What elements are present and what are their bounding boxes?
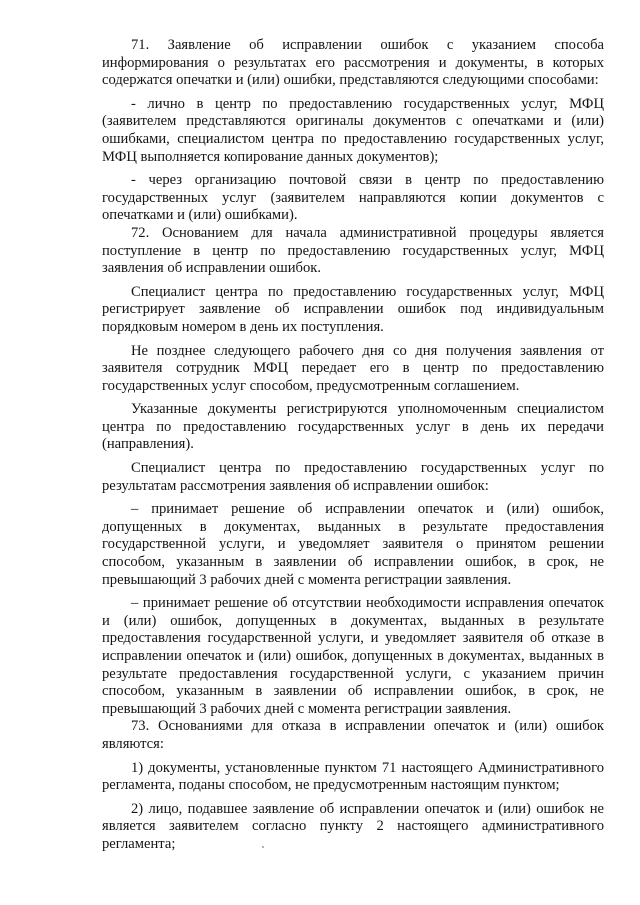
paragraph-72-basis: 72. Основанием для начала административной процедуры является поступление в центр по предоставлению государственных услуг, МФЦ заявления об исправлении ошибок.	[102, 224, 604, 277]
paragraph-72-decision-correct: – принимает решение об исправлении опечаток и (или) ошибок, допущенных в документах, выданных в результате предоставления государственной услуги, и уведомляет заявителя о принятом решении способом, указанным в заявлении об исправлении ошибок, в срок, не превышающий 3 рабочих дней с момента регистрации заявления.	[102, 501, 604, 588]
paragraph-71-intro: 71. Заявление об исправлении ошибок с указанием способа информирования о результатах его рассмотрения и документы, в которых содержатся опечатки и (или) ошибки, представляются следующими способами:	[102, 37, 604, 89]
paragraph-72-review: Специалист центра по предоставлению государственных услуг по результатам рассмотрения заявления об исправлении ошибок:	[102, 460, 604, 494]
paragraph-73-grounds: 73. Основаниями для отказа в исправлении опечаток и (или) ошибок являются:	[102, 718, 604, 752]
paragraph-72-transfer: Не позднее следующего рабочего дня со дня получения заявления от заявителя сотрудник МФЦ передает его в центр по предоставлению государственных услуг способом, предусмотренным соглашением.	[102, 342, 604, 394]
paragraph-73-item-2: 2) лицо, подавшее заявление об исправлении опечаток и (или) ошибок не является заявителем согласно пункту 2 настоящего административного регламента;	[102, 800, 604, 852]
paragraph-72-registration: Специалист центра по предоставлению государственных услуг, МФЦ регистрирует заявление об исправлении ошибок под индивидуальным порядковым номером в день их поступления.	[102, 283, 604, 335]
scan-speck	[262, 846, 264, 848]
paragraph-71-by-post: - через организацию почтовой связи в центр по предоставлению государственных услуг (заявителем направляются копии документов с опечатками и (или) ошибками).	[102, 172, 604, 224]
paragraph-71-in-person: - лично в центр по предоставлению государственных услуг, МФЦ (заявителем представляются оригиналы документов с опечатками и (или) ошибками, специалистом центра по предоставлению государственных услуг, МФЦ выполняется копирование данных документов);	[102, 95, 604, 165]
paragraph-72-decision-refuse: – принимает решение об отсутствии необходимости исправления опечаток и (или) ошибок, допущенных в документах, выданных в результате предоставления государственной услуги, и уведомляет заявителя об отказе в исправлении опечаток и (или) ошибок, допущенных в документах, выданных в результате предоставления государственной услуги, с указанием причин способом, указанным в заявлении об исправлении ошибок, в срок, не превышающий 3 рабочих дней с момента регистрации заявления.	[102, 595, 604, 717]
paragraph-73-item-1: 1) документы, установленные пунктом 71 настоящего Административного регламента, поданы способом, не предусмотренным настоящим пунктом;	[102, 759, 604, 794]
paragraph-72-documents: Указанные документы регистрируются уполномоченным специалистом центра по предоставлению государственных услуг в день их передачи (направления).	[102, 401, 604, 453]
